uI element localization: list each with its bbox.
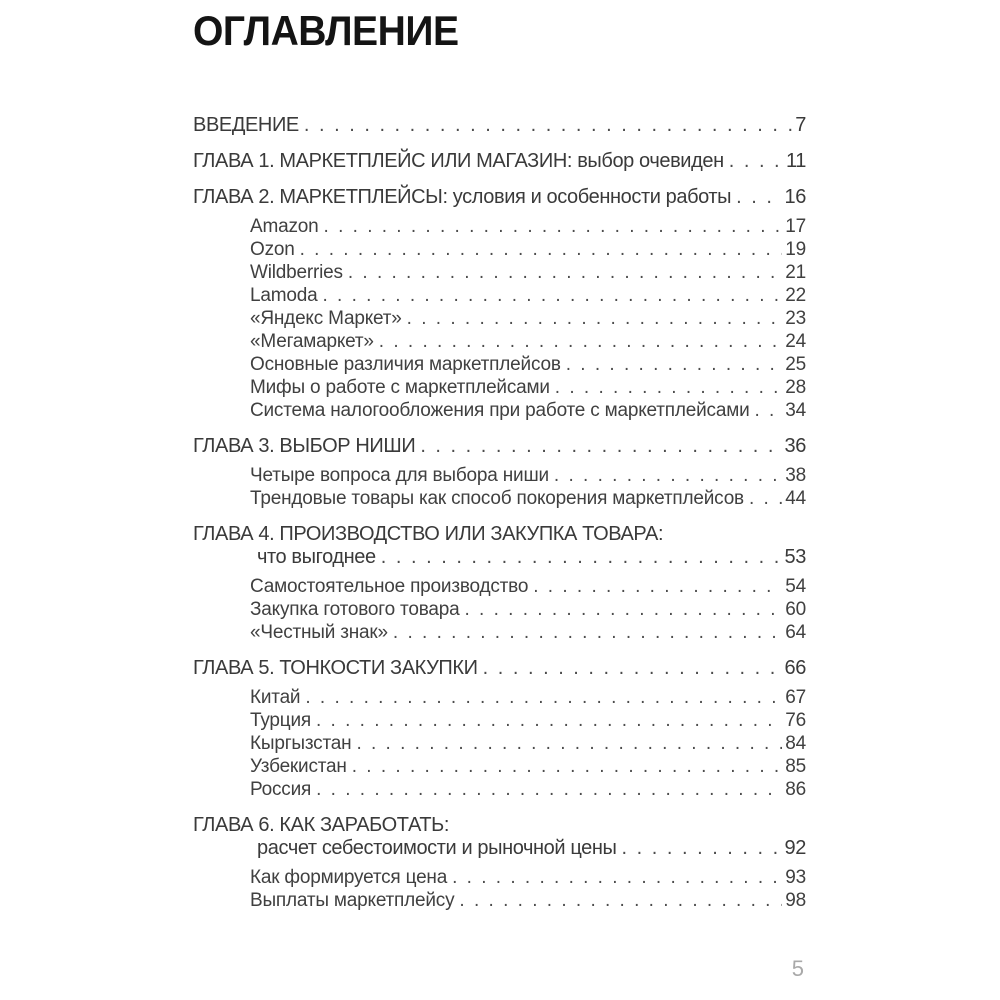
toc-entry xyxy=(193,709,806,732)
toc-entry-page: 98 xyxy=(785,890,806,912)
toc-entry-label: «Мегамаркет» xyxy=(250,331,374,353)
toc-entry-page: 60 xyxy=(785,599,806,621)
toc-entry xyxy=(193,487,806,510)
toc-entry xyxy=(193,621,806,644)
toc-entry xyxy=(193,686,806,709)
toc-entry-label: Мифы о работе с маркетплейсами xyxy=(250,377,550,399)
toc-entry-label: ГЛАВА 4. ПРОИЗВОДСТВО ИЛИ ЗАКУПКА ТОВАРА: xyxy=(193,523,664,546)
toc-entry xyxy=(193,215,806,238)
toc-entry-page: 64 xyxy=(785,622,806,644)
toc-entry-page: 44 xyxy=(785,488,806,510)
toc-entry-page: 53 xyxy=(784,546,806,569)
toc-entry-page: 93 xyxy=(785,867,806,889)
toc-entry-page: 76 xyxy=(785,710,806,732)
toc-entry-label: Узбекистан xyxy=(250,756,347,778)
toc-entry xyxy=(193,435,806,458)
toc-entry-label: Четыре вопроса для выбора ниши xyxy=(250,465,549,487)
toc-entry xyxy=(193,732,806,755)
toc-leader-dots xyxy=(459,889,782,912)
toc-leader-dots xyxy=(622,837,782,860)
table-of-contents xyxy=(193,114,806,912)
toc-entry-label: Основные различия маркетплейсов xyxy=(250,354,561,376)
toc-entry-page: 22 xyxy=(785,285,806,307)
toc-entry xyxy=(193,353,806,376)
toc-entry-label: Как формируется цена xyxy=(250,867,448,889)
toc-leader-dots xyxy=(324,215,783,238)
toc-entry xyxy=(193,575,806,598)
toc-entry xyxy=(193,464,806,487)
page-title: ОГЛАВЛЕНИЕ xyxy=(193,7,459,54)
toc-entry-label: Россия xyxy=(250,779,312,801)
toc-entry-label: Китай xyxy=(250,687,301,709)
toc-leader-dots xyxy=(305,686,782,709)
toc-entry-label: расчет себестоимости и рыночной цены xyxy=(257,837,617,860)
toc-entry-page: 66 xyxy=(784,657,806,680)
toc-leader-dots xyxy=(356,732,782,755)
toc-entry-label: «Честный знак» xyxy=(250,622,388,644)
toc-leader-dots xyxy=(465,598,783,621)
toc-leader-dots xyxy=(566,353,783,376)
toc-entry-page: 23 xyxy=(785,308,806,330)
toc-entry xyxy=(193,866,806,889)
toc-entry-label: что выгоднее xyxy=(257,546,376,569)
toc-entry xyxy=(193,523,806,546)
toc-entry xyxy=(193,598,806,621)
page-content xyxy=(193,0,806,912)
toc-entry-page: 17 xyxy=(785,216,806,238)
toc-entry-label: Amazon xyxy=(250,216,319,238)
toc-entry-label: Закупка готового товара xyxy=(250,599,460,621)
toc-leader-dots xyxy=(729,150,783,173)
toc-entry xyxy=(193,307,806,330)
toc-entry-page: 28 xyxy=(785,377,806,399)
toc-entry-page: 25 xyxy=(785,354,806,376)
toc-entry xyxy=(193,238,806,261)
toc-leader-dots xyxy=(407,307,783,330)
toc-entry xyxy=(193,114,806,137)
toc-entry-page: 11 xyxy=(786,150,806,173)
toc-entry-page: 16 xyxy=(784,186,806,209)
toc-entry xyxy=(193,657,806,680)
toc-leader-dots xyxy=(736,186,781,209)
toc-leader-dots xyxy=(348,261,782,284)
toc-leader-dots xyxy=(452,866,782,889)
toc-entry xyxy=(193,330,806,353)
toc-entry-label: «Яндекс Маркет» xyxy=(250,308,402,330)
toc-entry-label: Ozon xyxy=(250,239,295,261)
toc-entry-label: ГЛАВА 6. КАК ЗАРАБОТАТЬ: xyxy=(193,814,450,837)
toc-leader-dots xyxy=(554,464,782,487)
toc-entry xyxy=(193,546,806,569)
toc-entry-page: 34 xyxy=(785,400,806,422)
toc-leader-dots xyxy=(300,238,783,261)
toc-entry xyxy=(193,837,806,860)
toc-entry-label: Выплаты маркетплейсу xyxy=(250,890,455,912)
toc-entry xyxy=(193,814,806,837)
toc-entry-label: Турция xyxy=(250,710,311,732)
toc-entry-page: 67 xyxy=(785,687,806,709)
toc-entry-page: 21 xyxy=(785,262,806,284)
toc-entry xyxy=(193,284,806,307)
toc-leader-dots xyxy=(316,709,782,732)
toc-entry-label: ГЛАВА 1. МАРКЕТПЛЕЙС ИЛИ МАГАЗИН: выбор очевиден xyxy=(193,150,724,173)
toc-leader-dots xyxy=(322,284,782,307)
toc-entry-label: ГЛАВА 3. ВЫБОР НИШИ xyxy=(193,435,416,458)
toc-entry-page: 36 xyxy=(784,435,806,458)
toc-entry-label: Самостоятельное производство xyxy=(250,576,529,598)
folio-page-number: 5 xyxy=(791,956,804,981)
toc-entry-page: 24 xyxy=(785,331,806,353)
toc-leader-dots xyxy=(304,114,792,137)
toc-entry-label: Трендовые товары как способ покорения маркетплейсов xyxy=(250,488,744,510)
toc-entry xyxy=(193,261,806,284)
toc-leader-dots xyxy=(352,755,783,778)
toc-entry xyxy=(193,186,806,209)
toc-entry xyxy=(193,755,806,778)
toc-leader-dots xyxy=(381,546,782,569)
toc-entry xyxy=(193,376,806,399)
toc-leader-dots xyxy=(555,376,782,399)
toc-entry xyxy=(193,399,806,422)
toc-entry-label: ГЛАВА 2. МАРКЕТПЛЕЙСЫ: условия и особенности работы xyxy=(193,186,732,209)
toc-entry-page: 92 xyxy=(784,837,806,860)
toc-entry-page: 86 xyxy=(785,779,806,801)
toc-leader-dots xyxy=(533,575,782,598)
toc-entry-label: Lamoda xyxy=(250,285,318,307)
toc-entry xyxy=(193,889,806,912)
toc-entry-page: 85 xyxy=(785,756,806,778)
toc-entry-page: 54 xyxy=(785,576,806,598)
toc-entry-page: 19 xyxy=(785,239,806,261)
toc-leader-dots xyxy=(749,487,782,510)
toc-leader-dots xyxy=(420,435,781,458)
toc-leader-dots xyxy=(316,778,782,801)
toc-leader-dots xyxy=(755,399,783,422)
toc-entry xyxy=(193,150,806,173)
toc-leader-dots xyxy=(379,330,782,353)
toc-entry-page: 38 xyxy=(785,465,806,487)
toc-leader-dots xyxy=(483,657,782,680)
toc-entry-page: 7 xyxy=(795,114,806,137)
toc-entry-label: ВВЕДЕНИЕ xyxy=(193,114,299,137)
toc-entry-label: Кыргызстан xyxy=(250,733,352,755)
toc-entry-page: 84 xyxy=(785,733,806,755)
toc-entry-label: Wildberries xyxy=(250,262,343,284)
toc-entry xyxy=(193,778,806,801)
toc-leader-dots xyxy=(393,621,782,644)
toc-entry-label: Система налогообложения при работе с маркетплейсами xyxy=(250,400,750,422)
toc-entry-label: ГЛАВА 5. ТОНКОСТИ ЗАКУПКИ xyxy=(193,657,478,680)
